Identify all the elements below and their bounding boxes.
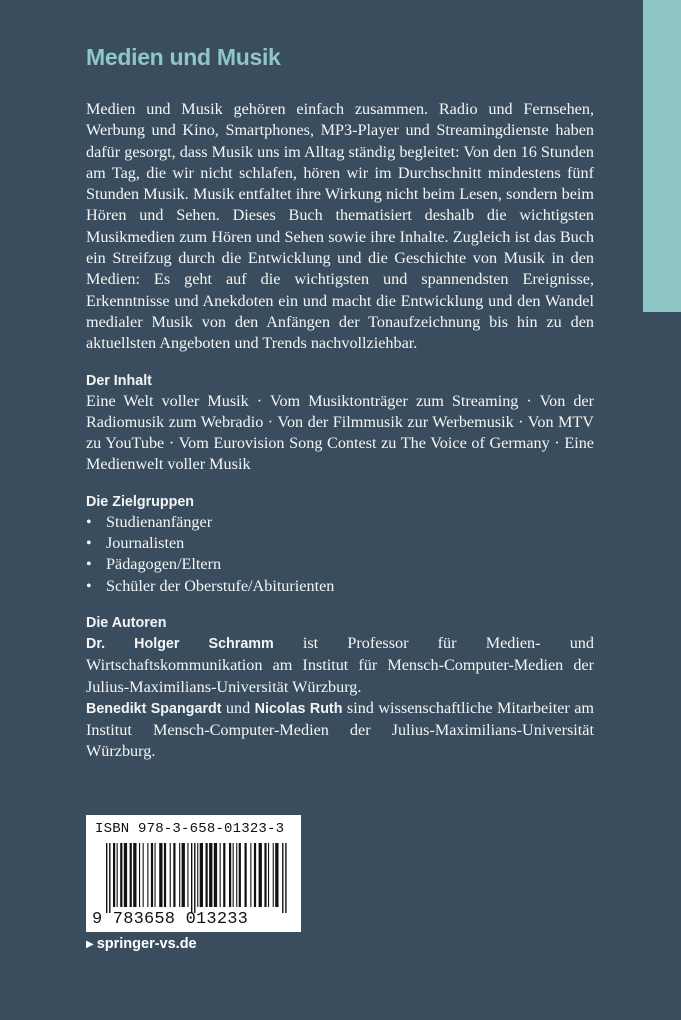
accent-side-bar bbox=[643, 0, 681, 312]
intro-paragraph: Medien und Musik gehören einfach zusammen. Radio und Fernsehen, Werbung und Kino, Smartphones, MP3-Player und Streamingdienste haben dafür gesorgt, dass Musik uns im Alltag ständig begleitet: Von den 16 Stunden am Tag, die wir nicht schlafen, hören wir im Durchschnitt mindestens fünf Stunden Musik. Musik entfaltet ihre Wirkung nicht beim Lesen, sondern beim Hören und Sehen. Dieses Buch thematisiert deshalb die wichtigsten Musikmedien zum Hören und Sehen sowie ihre Inhalte. Zugleich ist das Buch ein Streifzug durch die Entwicklung und die Geschichte von Musik in den Medien: Es geht auf die wichtigsten und spannendsten Ereignisse, Erkenntnisse und Anekdoten ein und macht die Entwicklung und den Wandel medialer Musik von den Anfängen der Tonaufzeichnung bis hin zu den aktuellsten Angeboten und Trends nachvollziehbar. bbox=[86, 100, 594, 353]
author2-name: Benedikt Spangardt bbox=[86, 700, 222, 717]
list-item-label: Studienanfänger bbox=[106, 512, 213, 531]
list-item bbox=[86, 533, 594, 554]
list-item bbox=[86, 512, 594, 533]
isbn-barcode bbox=[86, 815, 301, 932]
inhalt-heading: Der Inhalt bbox=[86, 372, 152, 389]
bullet-icon: • bbox=[86, 555, 92, 574]
author23-paragraph bbox=[86, 698, 594, 763]
barcode-digits: 9 783658 013233 bbox=[92, 910, 249, 929]
back-cover-content bbox=[86, 44, 594, 763]
author1-paragraph bbox=[86, 633, 594, 698]
publisher-url: springer-vs.de bbox=[96, 936, 197, 952]
author-and: und bbox=[221, 698, 255, 717]
list-item bbox=[86, 554, 594, 575]
publisher-link[interactable] bbox=[86, 936, 197, 952]
zielgruppen-heading: Die Zielgruppen bbox=[86, 493, 195, 510]
author23-text: sind wissenschaftliche Mitarbeiter am Institut Mensch-Computer-Medien der Julius-Maximilians-Universität Würzburg. bbox=[86, 698, 594, 761]
list-item bbox=[86, 576, 594, 597]
list-item-label: Schüler der Oberstufe/Abiturienten bbox=[106, 576, 335, 595]
bullet-icon: • bbox=[86, 576, 92, 595]
book-title: Medien und Musik bbox=[86, 44, 281, 70]
zielgruppen-list bbox=[86, 512, 594, 597]
author3-name: Nicolas Ruth bbox=[254, 700, 343, 717]
isbn-label: ISBN 978-3-658-01323-3 bbox=[95, 821, 285, 837]
arrow-right-icon: ▶ bbox=[86, 938, 94, 950]
list-item-label: Pädagogen/Eltern bbox=[106, 555, 222, 574]
author1-text: ist Professor für Medien- und Wirtschaftskommunikation am Institut für Mensch-Computer-Medien der Julius-Maximilians-Universität Würzburg. bbox=[86, 633, 594, 696]
inhalt-body: Eine Welt voller Musik · Vom Musiktonträger zum Streaming · Von der Radiomusik zum Webradio · Von der Filmmusik zur Werbemusik · Von MTV zu YouTube · Vom Eurovision Song Contest zu The Voice of Germany · Eine Medienwelt voller Musik bbox=[86, 391, 594, 474]
bullet-icon: • bbox=[86, 512, 92, 531]
author1-name: Dr. Holger Schramm bbox=[86, 635, 274, 652]
list-item-label: Journalisten bbox=[106, 534, 185, 553]
autoren-heading: Die Autoren bbox=[86, 614, 167, 631]
bullet-icon: • bbox=[86, 534, 92, 553]
